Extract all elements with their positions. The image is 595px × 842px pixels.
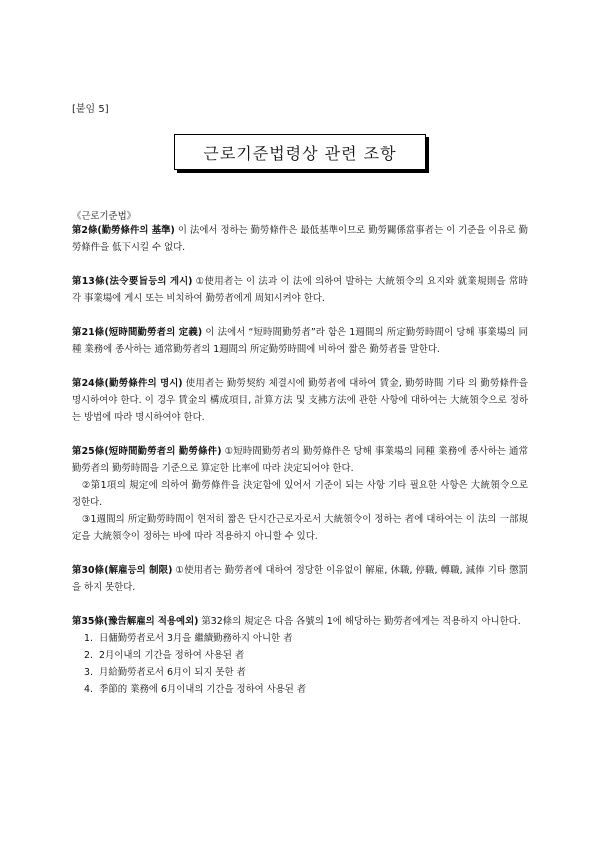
list-item xyxy=(84,664,528,681)
item-text: 日傭勤勞者로서 3月을 繼續勤務하지 아니한 者 xyxy=(98,633,293,644)
article-text xyxy=(72,273,528,307)
article-heading: 第21條(短時間勤勞者의 定義) xyxy=(72,327,203,338)
article-24 xyxy=(72,375,528,426)
article-body: ①使用者는 勤勞者에 대하여 정당한 이유없이 解雇, 休職, 停職, 轉職, 減俸 기타 懲罰을 하지 못한다. xyxy=(72,565,528,593)
list-item xyxy=(84,630,528,647)
article-body: 이 法에서 정하는 勤勞條件은 最低基準이므로 勤勞關係當事者는 이 기준을 이유로 勤勞條件을 低下시킬 수 없다. xyxy=(72,225,528,253)
article-paragraph-2: ②第1項의 規定에 의하여 勤勞條件을 決定함에 있어서 기준이 되는 사항 기타 필요한 사항은 大統領令으로 정한다. xyxy=(72,480,528,508)
article-text xyxy=(72,222,528,256)
article-paragraph-3: ③1週間의 所定勤勞時間이 현저히 짧은 단시간근로자로서 大統領令이 정하는 者에 대하여는 이 法의 一部規定을 大統領令이 정하는 바에 따라 적용하지 아니할 수 있다. xyxy=(72,514,528,542)
item-text: 季節的 業務에 6月이내의 기간을 정하여 사용된 者 xyxy=(98,684,307,695)
article-heading: 第30條(解雇등의 制限) xyxy=(72,565,173,576)
exception-list xyxy=(72,630,528,698)
article-heading: 第24條(勤勞條件의 명시) xyxy=(72,378,183,389)
article-21 xyxy=(72,324,528,358)
article-body: 이 法에서 “短時間勤勞者”라 함은 1週間의 所定勤勞時間이 당해 事業場의 同種 業務에 종사하는 通常勤勞者의 1週間의 所定勤勞時間에 비하여 짧은 勤勞者를 말한다. xyxy=(72,327,528,355)
document-title-box xyxy=(174,134,426,170)
article-30 xyxy=(72,562,528,596)
article-heading: 第13條(法令要旨등의 게시) xyxy=(72,276,193,287)
article-text xyxy=(72,324,528,358)
item-text: 月給勤勞者로서 6月이 되지 못한 者 xyxy=(98,667,246,678)
law-heading: 《근로기준법》 xyxy=(72,211,137,222)
item-number: 4. xyxy=(84,684,93,695)
document-title: 근로기준법령상 관련 조항 xyxy=(203,143,397,163)
article-25 xyxy=(72,443,528,545)
article-35 xyxy=(72,613,528,698)
article-heading: 第2條(勤勞條件의 基準) xyxy=(72,225,175,236)
article-text xyxy=(72,562,528,596)
item-number: 1. xyxy=(84,633,93,644)
list-item xyxy=(84,681,528,698)
article-2 xyxy=(72,222,528,256)
article-text xyxy=(72,613,528,630)
article-text xyxy=(72,443,528,477)
article-heading: 第35條(豫告解雇의 적용예외) xyxy=(72,616,199,627)
item-number: 2. xyxy=(84,650,93,661)
item-number: 3. xyxy=(84,667,93,678)
attachment-label: [붙임 5] xyxy=(72,104,109,115)
list-item xyxy=(84,647,528,664)
article-13 xyxy=(72,273,528,307)
document-body xyxy=(72,208,528,715)
article-body: ①短時間勤勞者의 勤勞條件은 당해 事業場의 同種 業務에 종사하는 通常勤勞者의 勤勞時間을 기준으로 算定한 比率에 따라 決定되어야 한다. xyxy=(72,446,529,474)
article-body: 使用者는 勤勞契約 체결시에 勤勞者에 대하여 賃金, 勤勞時間 기타 의 勤勞條件을 명시하여야 한다. 이 경우 賃金의 構成項目, 計算方法 및 支拂方法에 관한 사항에 대하여는 大統領令으로 정하는 방법에 따라 명시하여야 한다. xyxy=(72,378,528,423)
item-text: 2月이내의 기간을 정하여 사용된 者 xyxy=(98,650,245,661)
article-heading: 第25條(短時間勤勞者의 勤勞條件) xyxy=(72,446,222,457)
article-text xyxy=(72,375,528,426)
article-body: 第32條의 規定은 다음 各號의 1에 해당하는 勤勞者에게는 적용하지 아니한다. xyxy=(198,616,521,627)
article-body: ①使用者는 이 法과 이 法에 의하여 발하는 大統領令의 요지와 就業規則을 常時 각 事業場에 게시 또는 비치하여 勤勞者에게 周知시켜야 한다. xyxy=(72,276,528,304)
